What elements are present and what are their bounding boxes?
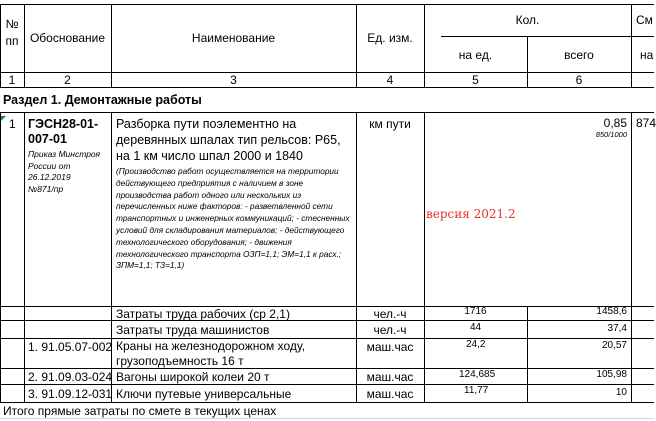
rule-col-4-body — [424, 112, 425, 403]
row-1-name: Затраты труда рабочих (ср 2,1) — [116, 307, 290, 321]
cell-comment-marker — [1, 116, 6, 121]
row-4-total: 105,98 — [596, 369, 627, 380]
rule-row-5 — [0, 402, 654, 403]
item-unit: км пути — [369, 117, 411, 131]
header-cost: См — [636, 13, 653, 27]
row-2-total: 37,4 — [607, 323, 627, 334]
rule-row-4 — [0, 384, 654, 385]
header-qty: Кол. — [515, 13, 540, 27]
header-qty-per-unit: на ед. — [458, 48, 493, 62]
row-4-unit: маш.час — [366, 370, 414, 384]
rule-top — [0, 4, 654, 5]
row-5-unit: маш.час — [366, 387, 414, 401]
row-1-per-unit: 1716 — [464, 306, 487, 317]
header-unit: Ед. изм. — [367, 31, 413, 45]
header-name: Наименование — [191, 31, 276, 45]
rule-col-1-body — [24, 112, 25, 403]
row-5-name: Ключи путевые универсальные — [116, 387, 292, 401]
row-2-per-unit: 44 — [470, 322, 482, 333]
item-code: ГЭСН28-01- 007-01 — [28, 117, 99, 146]
item-description: Разборка пути поэлементно на деревянных шпалах тип рельсов: Р65, на 1 км число шпал 2000 и 1840 — [116, 117, 341, 164]
row-4-code: 2. 91.09.03-024 — [28, 370, 113, 384]
col-number-6: 6 — [575, 73, 583, 87]
version-watermark: версия 2021.2 — [426, 207, 516, 221]
grid-line — [0, 418, 654, 419]
rule-col-6-body — [631, 112, 632, 403]
item-total: 0,85 — [603, 116, 627, 130]
header-cost-sub: на — [640, 48, 654, 62]
section-title: Раздел 1. Демонтажные работы — [3, 93, 202, 107]
row-3-unit: маш.час — [366, 340, 414, 354]
item-total-formula: 850/1000 — [595, 130, 627, 139]
row-3-name: Краны на железнодорожном ходу, грузоподъемность 16 т — [116, 339, 306, 368]
item-order: Приказ Минстроя России от 26.12.2019 №871/пр — [28, 149, 101, 194]
rule-col-6 — [631, 4, 632, 88]
item-cost-partial: 874 — [636, 116, 656, 130]
row-5-per-unit: 11,77 — [464, 385, 489, 396]
row-1-total: 1458,6 — [596, 306, 627, 317]
col-number-5: 5 — [472, 73, 479, 87]
row-3-code: 1. 91.05.07-002 — [28, 340, 113, 354]
header-num: № пп — [5, 17, 19, 48]
item-num: 1 — [9, 117, 16, 131]
rule-left-edge-body — [0, 112, 1, 403]
row-3-total: 20,57 — [601, 340, 627, 351]
row-4-per-unit: 124,685 — [459, 369, 496, 380]
col-number-3: 3 — [230, 73, 237, 87]
row-5-total: 10 — [615, 387, 627, 398]
row-2-name: Затраты труда машинистов — [116, 323, 270, 337]
footer-total-label: Итого прямые затраты по смете в текущих ценах — [3, 404, 277, 418]
row-5-code: 3. 91.09.12-031 — [28, 387, 113, 401]
rule-col-3-body — [356, 112, 357, 403]
rule-section-bottom — [0, 112, 654, 113]
col-number-4: 4 — [386, 73, 394, 87]
row-2-unit: чел.-ч — [373, 323, 407, 337]
header-basis: Обоснование — [29, 31, 106, 45]
row-1-unit: чел.-ч — [373, 307, 407, 321]
col-number-2: 2 — [64, 73, 71, 87]
rule-row-1 — [0, 320, 654, 321]
row-4-name: Вагоны широкой колеи 20 т — [116, 370, 270, 384]
item-note: (Производство работ осуществляется на территории действующего предприятия с наличием в зоне производства работ одного или нескольких из перечисленных ниже факторов: - разветвленной сети транспортных и инженерных коммуникаций; - стесненных условий для складирования материалов; - действующего технологического оборудования; - движения технологического транспорта ОЗП=1,1; ЭМ=1,1 к расх.; ЗПМ=1,1; ТЗ=1,1) — [116, 166, 350, 271]
rule-col-2-body — [111, 112, 112, 403]
header-qty-total: всего — [564, 48, 594, 62]
rule-colnums-bottom — [0, 87, 654, 88]
col-number-1: 1 — [8, 73, 16, 87]
rule-qty-split — [441, 36, 654, 37]
row-3-per-unit: 24,2 — [466, 339, 486, 350]
